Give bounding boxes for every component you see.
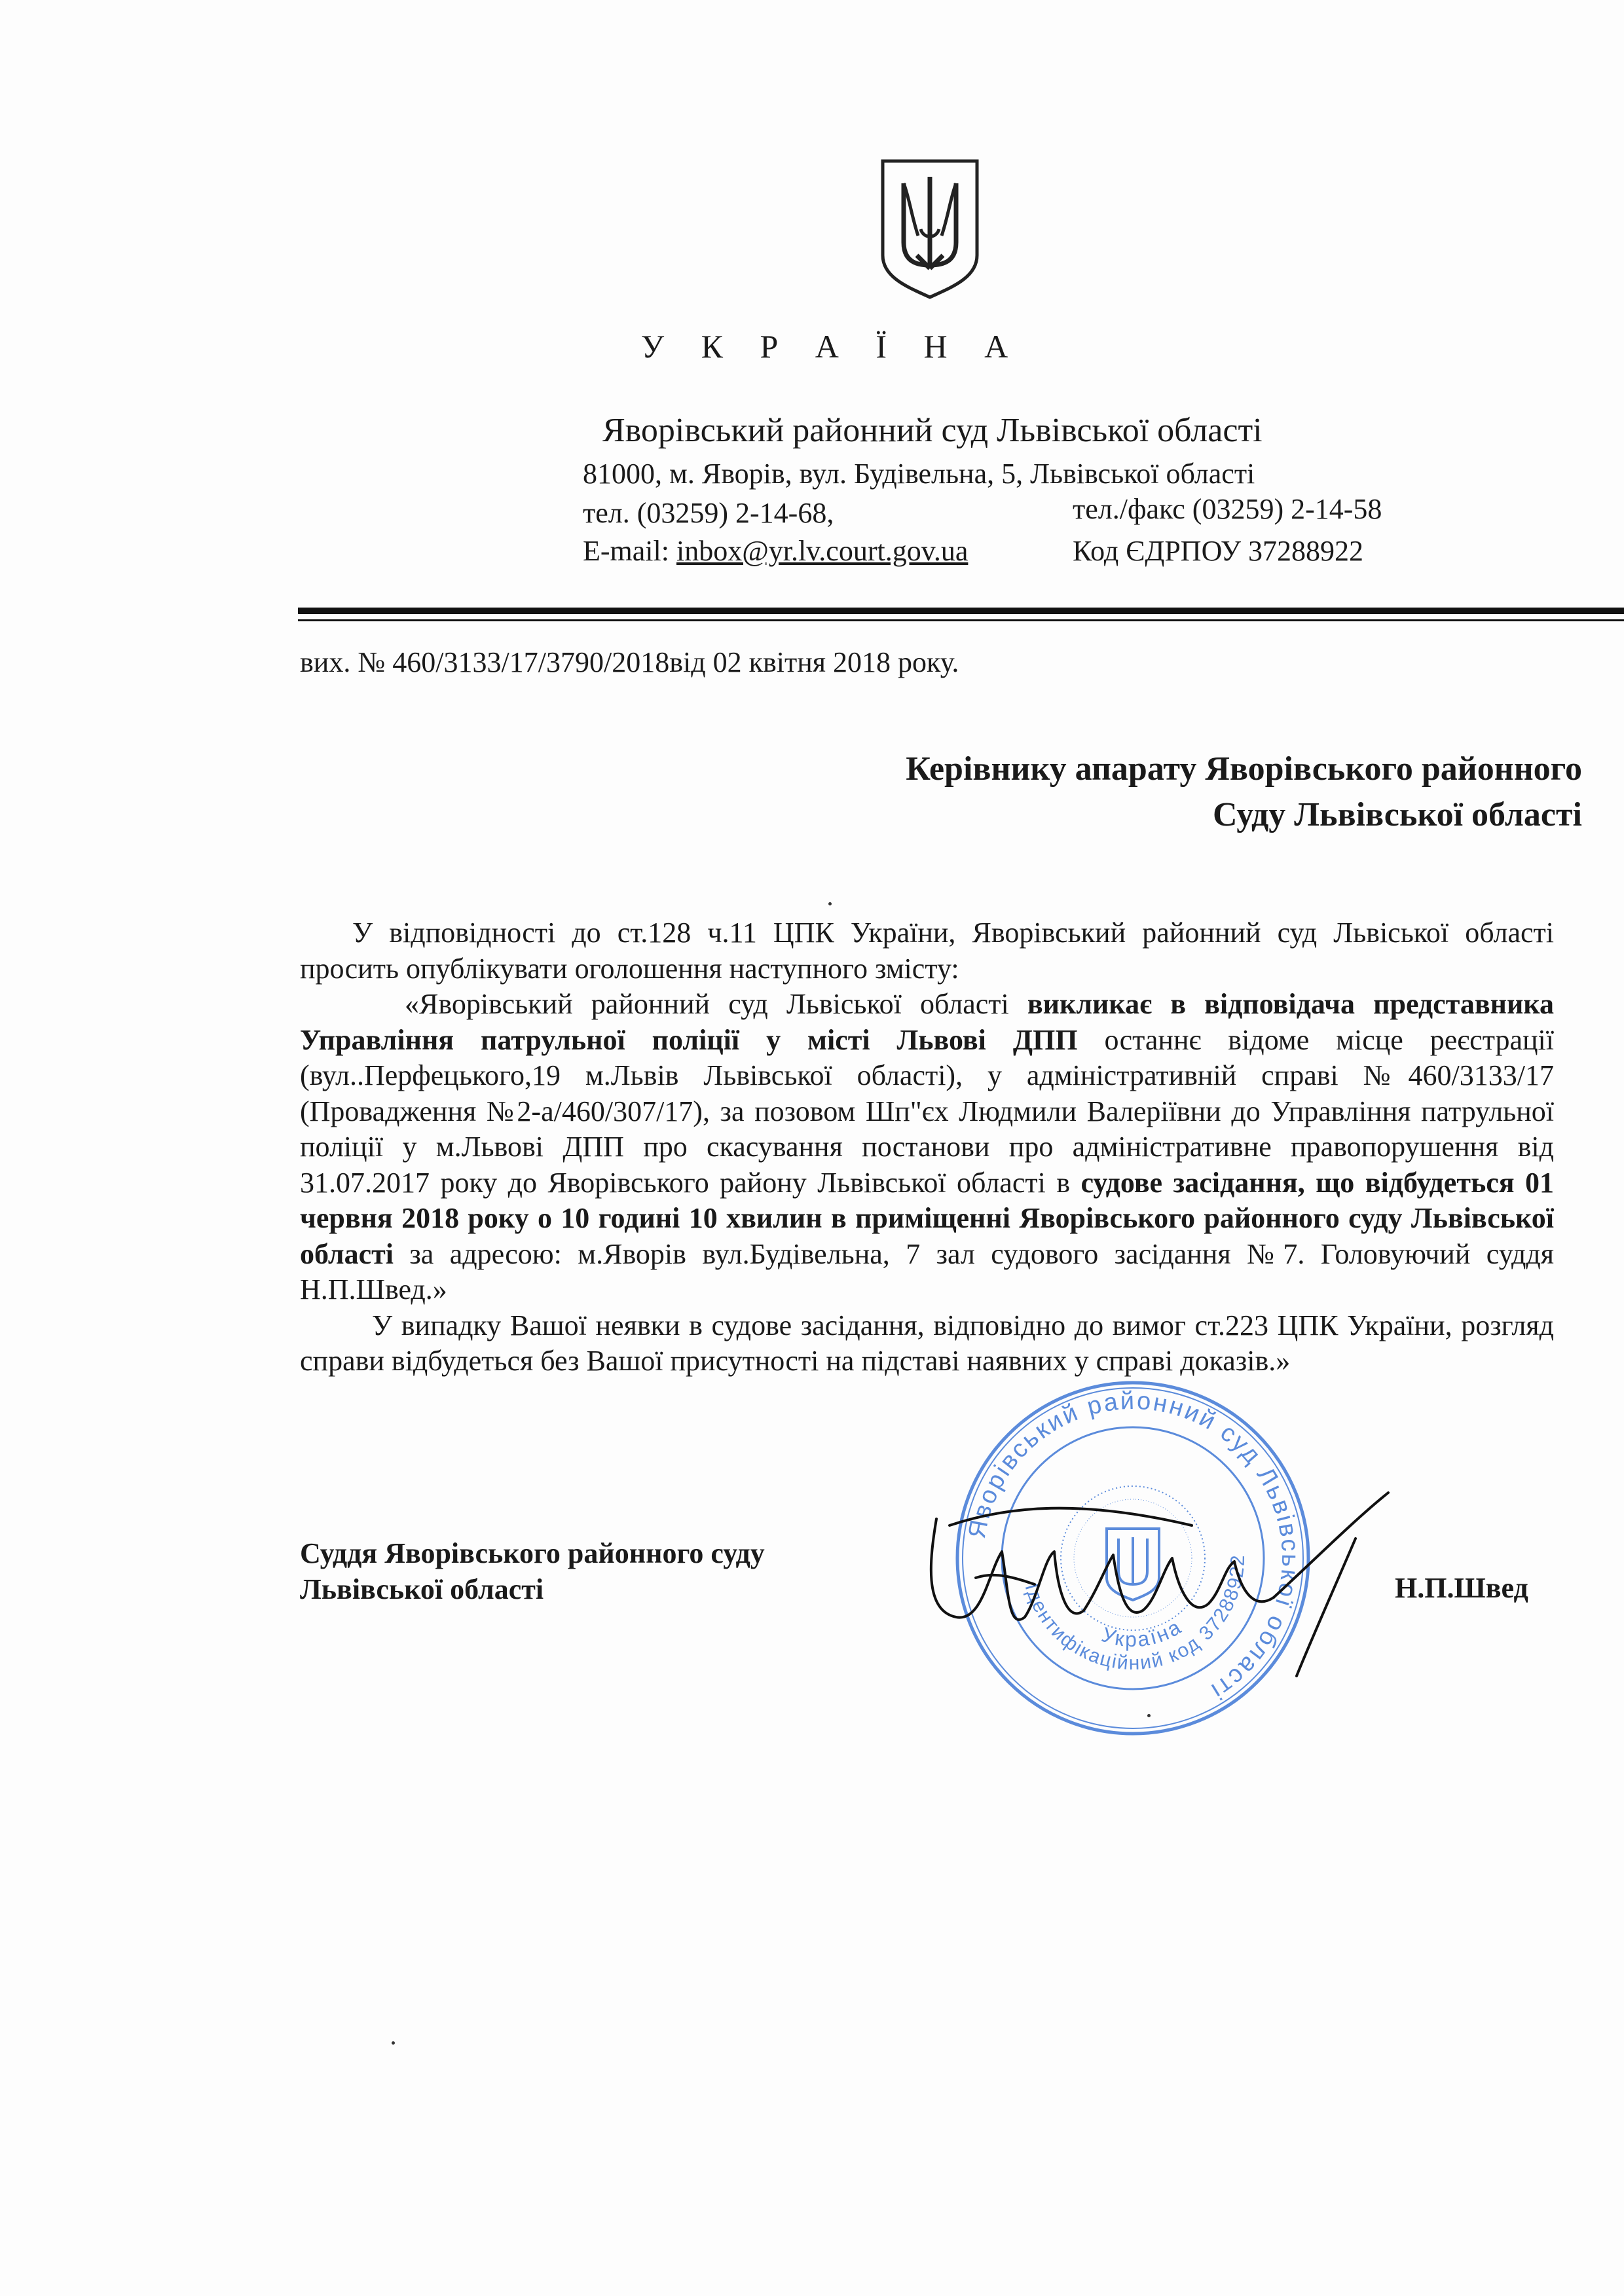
- stamp-inner-text: Ідентифікаційний код 37288922: [1020, 1554, 1249, 1675]
- addressee: [906, 746, 1582, 838]
- paragraph-warning: У випадку Вашої неявки в судове засідання, відповідно до вимог ст.223 ЦПК України, розгляд справи відбудеться без Вашої присутності на підставі наявних у справі доказів.»: [300, 1309, 1554, 1377]
- court-phone: тел. (03259) 2-14-68,: [583, 497, 834, 529]
- paragraph-request: У відповідності до ст.128 ч.11 ЦПК України, Яворівський районний суд Львіської області просить опублікувати оголошення наступного змісту:: [300, 917, 1554, 985]
- email-link[interactable]: inbox@yr.lv.court.gov.ua: [676, 535, 969, 567]
- announcement-intro: «Яворівський районний суд Львіської області: [405, 988, 1027, 1020]
- email-row: [583, 534, 968, 568]
- scan-speck: [1147, 1714, 1151, 1717]
- announcement-location: за адресою: м.Яворів вул.Будівельна, 7 зал судового засідання №7. Головуючий суддя Н.П.Швед.»: [300, 1237, 1554, 1305]
- email-label: E-mail:: [583, 535, 676, 567]
- announcement-hearing: судове засідання, що відбудеться 01 червня 2018 року о 10 годині 10 хвилин в приміщенні Яворівського районного суду Львівської області: [300, 1166, 1554, 1270]
- letter-body: [300, 915, 1554, 1379]
- stamp-bottom-text: Україна: [1099, 1614, 1187, 1652]
- paragraph-announcement: [300, 987, 1554, 1308]
- header-divider-thin: [298, 619, 1624, 621]
- addressee-line-1: Керівнику апарату Яворівського районного: [906, 750, 1582, 788]
- court-fax: тел./факс (03259) 2-14-58: [1073, 493, 1382, 525]
- court-name: Яворівський районний суд Львівської області: [602, 412, 1263, 449]
- signer-title: [300, 1535, 765, 1607]
- edrpou-code: Код ЄДРПОУ 37288922: [1073, 535, 1364, 567]
- announcement-case: останнє відоме місце реєстрації (вул..Перфецького,19 м.Львів Львівської області), у адміністративній справі №460/3133/17 (Провадження №2-а/460/307/17), за позовом Шп"єх Людмили Валеріївни до Управління патрульної поліції у м.Львові ДПП про скасування постанови про адміністративне правопорушення від 31.07.2017 року до Яворівського району Львівської області в: [300, 1023, 1554, 1199]
- addressee-line-2: Суду Львівської області: [1212, 796, 1582, 833]
- header-divider: [298, 608, 1624, 614]
- signer-title-line-1: Суддя Яворівського районного суду: [300, 1537, 765, 1569]
- announcement-summons: викликає в відповідача представника Управління патрульної поліції у місті Львові ДПП: [300, 988, 1554, 1056]
- scan-speck: [828, 902, 832, 905]
- coat-of-arms-icon: [877, 157, 982, 301]
- country-title: У К Р А Ї Н А: [640, 328, 1023, 365]
- signer-title-line-2: Львівської області: [300, 1573, 544, 1605]
- court-address: 81000, м. Яворів, вул. Будівельна, 5, Львівської області: [583, 458, 1255, 490]
- stamp-outer-text: Яворівський районний суд Львівської області: [963, 1387, 1304, 1706]
- signer-name: Н.П.Швед: [1395, 1572, 1528, 1604]
- handwritten-signature: [910, 1480, 1408, 1683]
- scan-speck: [392, 2041, 395, 2045]
- outgoing-number: вих. № 460/3133/17/3790/2018від 02 квітня 2018 року.: [300, 646, 959, 678]
